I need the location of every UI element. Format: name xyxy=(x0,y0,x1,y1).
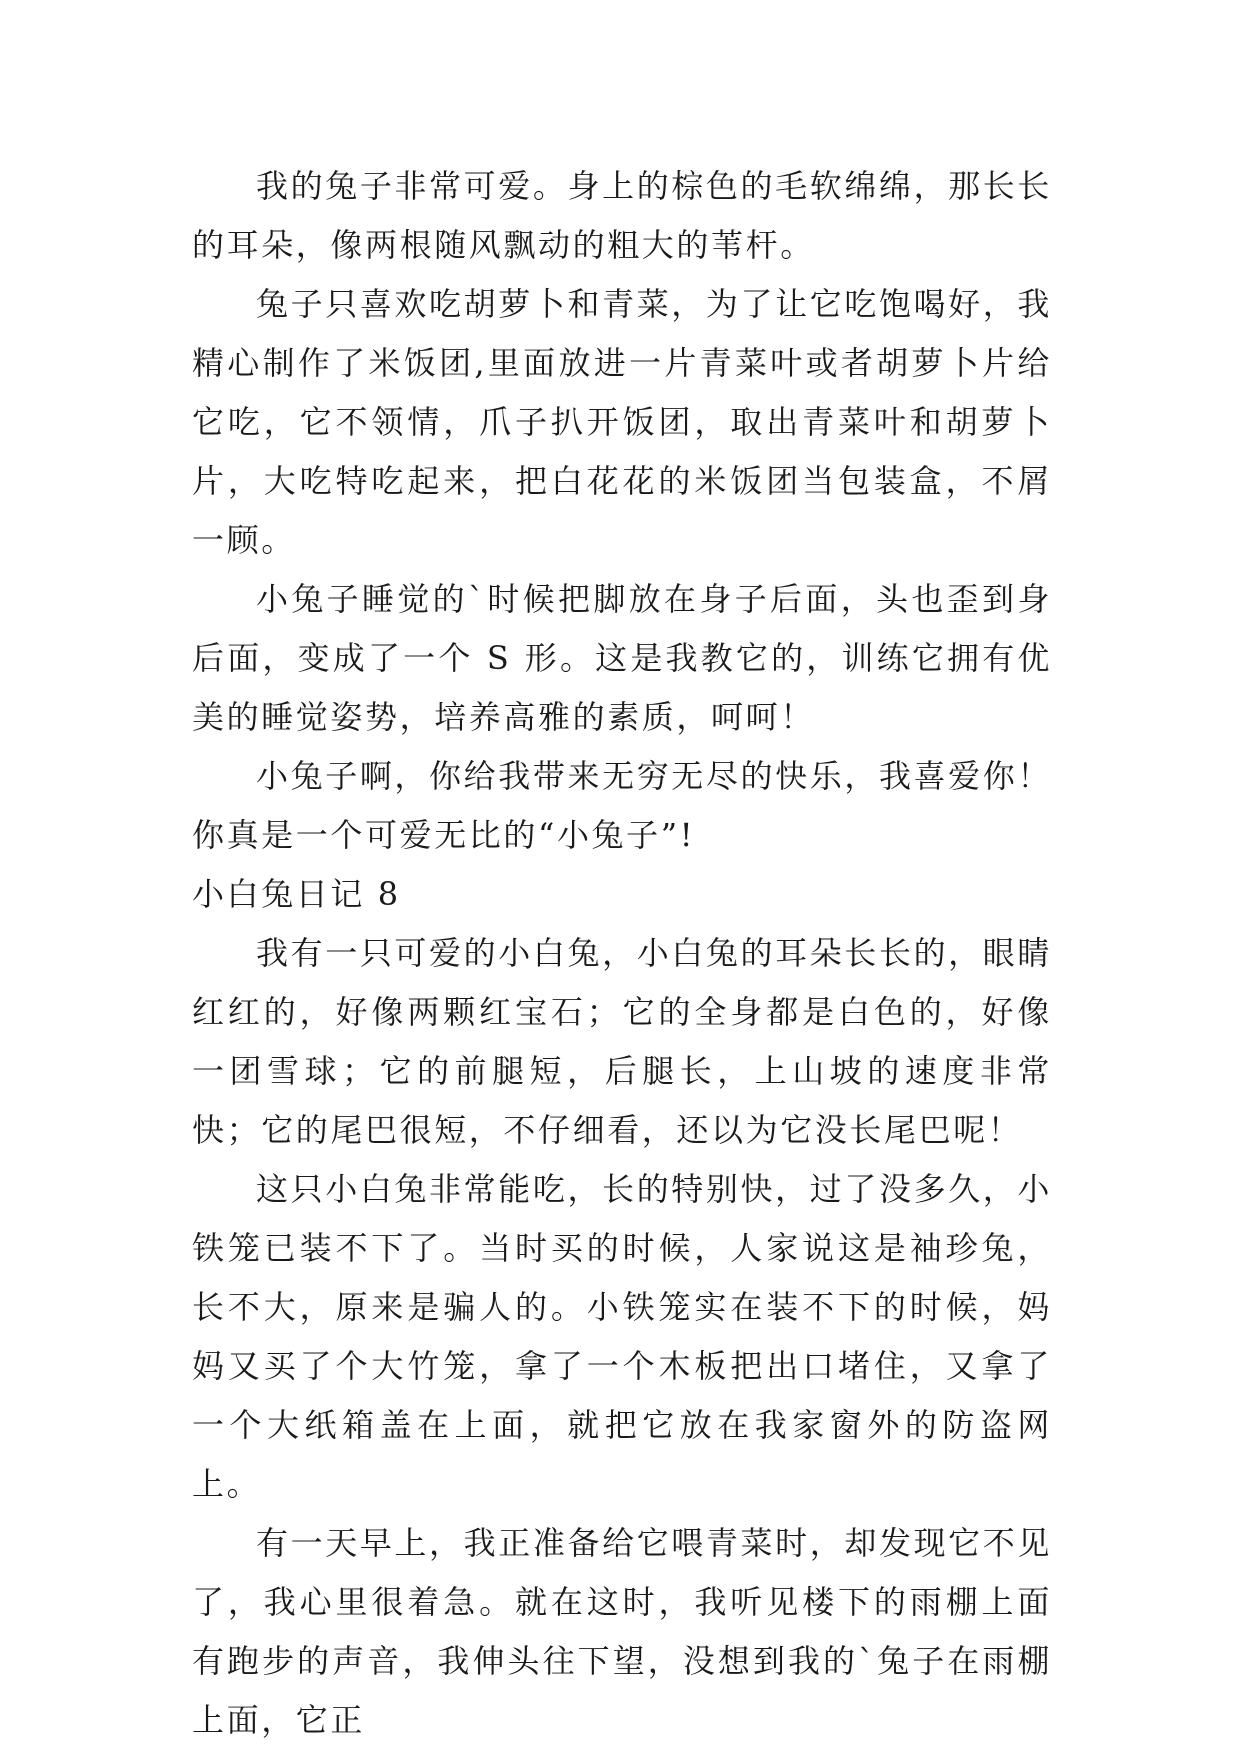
paragraph: 小兔子啊，你给我带来无穷无尽的快乐，我喜爱你！你真是一个可爱无比的“小兔子”! xyxy=(192,757,1052,854)
section-heading: 小白兔日记 8 xyxy=(192,875,401,913)
document-body xyxy=(192,157,1052,1750)
paragraph: 有一天早上，我正准备给它喂青菜时，却发现它不见了，我心里很着急。就在这时，我听见楼下的雨棚上面有跑步的声音，我伸头往下望，没想到我的`兔子在雨棚上面，它正 xyxy=(192,1524,1052,1739)
paragraph: 我有一只可爱的小白兔，小白兔的耳朵长长的，眼睛红红的，好像两颗红宝石；它的全身都是白色的，好像一团雪球；它的前腿短，后腿长，上山坡的速度非常快；它的尾巴很短，不仔细看，还以为它没长尾巴呢！ xyxy=(192,934,1052,1149)
paragraph: 兔子只喜欢吃胡萝卜和青菜，为了让它吃饱喝好，我精心制作了米饭团,里面放进一片青菜叶或者胡萝卜片给它吃，它不领情，爪子扒开饭团，取出青菜叶和胡萝卜片，大吃特吃起来，把白花花的米饭团当包装盒，不屑一顾。 xyxy=(192,285,1052,559)
paragraph: 我的兔子非常可爱。身上的棕色的毛软绵绵，那长长的耳朵，像两根随风飘动的粗大的苇杆。 xyxy=(192,167,1052,264)
paragraph: 小兔子睡觉的`时候把脚放在身子后面，头也歪到身后面，变成了一个 S 形。这是我教它的，训练它拥有优美的睡觉姿势，培养高雅的素质，呵呵！ xyxy=(192,580,1052,736)
paragraph: 这只小白兔非常能吃，长的特别快，过了没多久，小铁笼已装不下了。当时买的时候，人家说这是袖珍兔，长不大，原来是骗人的。小铁笼实在装不下的时候，妈妈又买了个大竹笼，拿了一个木板把出口堵住，又拿了一个大纸箱盖在上面，就把它放在我家窗外的防盗网上。 xyxy=(192,1170,1052,1503)
